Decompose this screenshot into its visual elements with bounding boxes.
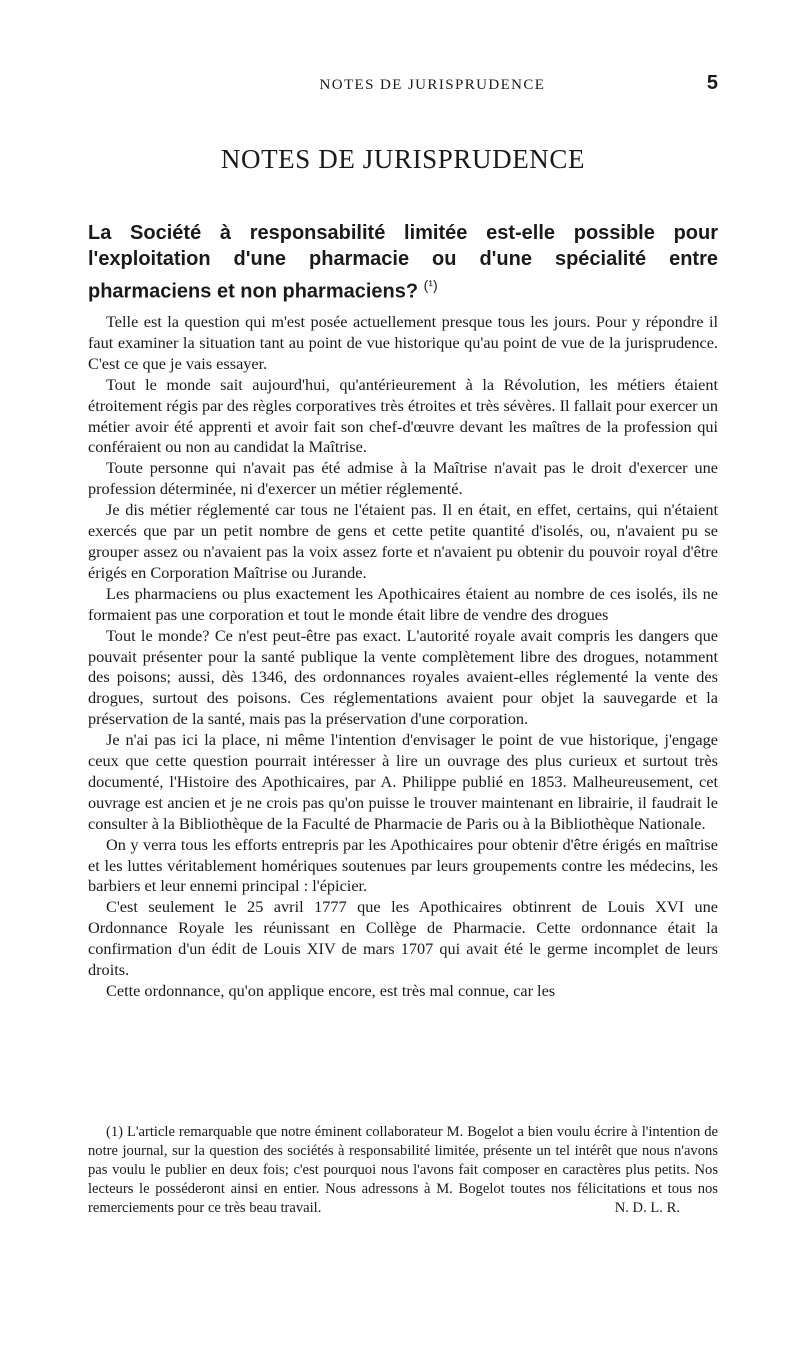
- article-body: [88, 312, 718, 1002]
- running-head-title: NOTES DE JURISPRUDENCE: [319, 77, 546, 93]
- section-title: NOTES DE JURISPRUDENCE: [220, 144, 586, 174]
- footnote-signature: N. D. L. R.: [614, 1200, 680, 1216]
- paragraph-6: Tout le monde? Ce n'est peut-être pas exact. L'autorité royale avait compris les dangers que pouvait présenter pour la santé publique la vente complètement libre des drogues, notamment des poisons; aussi, dès 1346, des ordonnances royales avaient-elles réglementé la vente des drogues, surtout des poisons. Ces réglementations avaient pour objet la sauvegarde et la préservation de la santé, mais pas la préservation d'une corporation.: [88, 625, 718, 729]
- footnote-reference: (¹): [423, 277, 438, 293]
- paragraph-1: Telle est la question qui m'est posée actuellement presque tous les jours. Pour y répondre il faut examiner la situation tant au point de vue historique qu'au point de vue de la jurisprudence. C'est ce que je vais essayer.: [88, 312, 718, 373]
- page-number: 5: [706, 72, 718, 94]
- footnote: [88, 1123, 718, 1218]
- paragraph-9: C'est seulement le 25 avril 1777 que les Apothicaires obtinrent de Louis XVI une Ordonnance Royale les réunissant en Collège de Pharmacie. Cette ordonnance était la confirmation d'un édit de Louis XIV de mars 1707 qui avait été le germe incomplet de leurs droits.: [88, 897, 718, 980]
- paragraph-3: Toute personne qui n'avait pas été admise à la Maîtrise n'avait pas le droit d'exercer une profession déterminée, ni d'exercer un métier réglementé.: [88, 458, 718, 499]
- paragraph-10: Cette ordonnance, qu'on applique encore, est très mal connue, car les: [106, 981, 556, 1000]
- article-title: [88, 220, 718, 305]
- footnote-text: [88, 1123, 718, 1218]
- paragraph-8: On y verra tous les efforts entrepris par les Apothicaires pour obtenir d'être érigés en maîtrise et les luttes véritablement homériques soutenues par leurs groupements contre les médecins, les barbiers et leur ennemi principal : l'épicier.: [88, 834, 718, 896]
- paragraph-7: Je n'ai pas ici la place, ni même l'intention d'envisager le point de vue historique, j'engage ceux que cette question pourrait intéresser à lire un ouvrage des plus curieux et surtout très documenté, l'Histoire des Apothicaires, par A. Philippe publié en 1853. Malheureusement, cet ouvrage est ancien et je ne crois pas qu'on puisse le trouver maintenant en librairie, il faudrait le consulter à la Bibliothèque de la Faculté de Pharmacie de Paris ou à la Bibliothèque Nationale.: [88, 730, 718, 833]
- paragraph-4: Je dis métier réglementé car tous ne l'étaient pas. Il en était, en effet, certains, qui n'étaient exercés que par un petit nombre de gens et cette petite quantité d'isolés, ou, n'avaient pu se grouper assez ou n'avaient pas la voix assez forte et n'avaient pu obtenir du pouvoir royal d'être érigés en Corporation Maîtrise ou Jurande.: [88, 500, 718, 582]
- running-head: [88, 72, 718, 95]
- article-title-text: La Société à responsabilité limitée est-elle possible pour l'exploitation d'une pharmacie ou d'une spécialité entre pharmaciens et non pharmaciens?: [88, 222, 718, 303]
- paragraph-5: Les pharmaciens ou plus exactement les Apothicaires étaient au nombre de ces isolés, ils ne formaient pas une corporation et tout le monde était libre de vendre des drogues: [88, 583, 718, 624]
- footnote-body: (1) L'article remarquable que notre éminent collaborateur M. Bogelot a bien voulu écrire à l'intention de notre journal, sur la question des sociétés à responsabilité limitée, présente un tel intérêt que nous n'avons pas voulu le publier en deux fois; c'est pourquoi nous l'avons fait composer en caractères plus petits. Nos lecteurs le posséderont ainsi en entier. Nous adressons à M. Bogelot toutes nos félicitations et tous nos remerciements pour ce très beau travail.: [88, 1124, 718, 1216]
- paragraph-2: Tout le monde sait aujourd'hui, qu'antérieurement à la Révolution, les métiers étaient étroitement régis par des règles corporatives très étroites et très sévères. Il fallait pour exercer un métier avoir été apprenti et avoir fait son chef-d'œuvre devant les maîtres de la profession qui conféraient ou non au candidat la Maîtrise.: [88, 374, 718, 457]
